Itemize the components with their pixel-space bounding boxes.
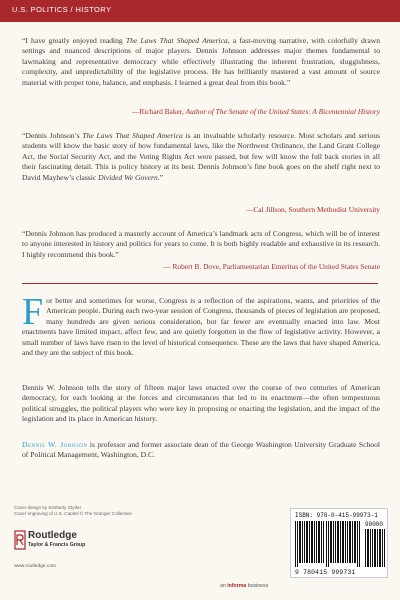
quote-2-text-middle: is an invaluable scholarly resource. Most scholars and serious students will know the basic story of how fundamental laws, like the Northwest Ordinance, the Land Grant College Act, the Social Security Act, and the Voting Rights Act were passed, but few will know the full back stories in all their fascinating detail. This is policy history at its best. Dennis Johnson’s fine book goes on the shelf right next to David Mayhew’s classic: [22, 131, 381, 182]
barcode-digits: 9 780415 999731: [295, 569, 356, 576]
drop-cap-letter: F: [22, 291, 44, 333]
credit-engraving: Cover engraving of U.S. Capitol © The Granger Collection: [14, 511, 132, 516]
quote-2-text-end: .”: [157, 172, 164, 182]
publisher-name: Routledge: [28, 530, 77, 541]
author-bio: [22, 440, 380, 461]
author-name: Dennis W. Johnson: [22, 440, 88, 449]
quote-2-text-start: “Dennis Johnson’s: [22, 131, 83, 140]
isbn-barcode-block: [290, 508, 388, 578]
cover-credits: [14, 505, 132, 517]
isbn-label: ISBN: 978-0-415-99973-1: [295, 512, 378, 519]
quote-1-text-start: “I have greatly enjoyed reading: [22, 36, 126, 45]
section-divider: [22, 283, 378, 284]
review-quote-2: [22, 131, 380, 183]
category-bar: [0, 0, 400, 22]
quote-3-text: “Dennis Johnson has produced a masterly account of America’s landmark acts of Congress, which will be of interest to anyone interested in history and politics for years to come. It is both highly readable and exhaustive in its research. I highly recommend this book.”: [22, 229, 380, 259]
attribution-2-name: —Cal Jillson, Southern Methodist University: [245, 205, 380, 214]
category-label: U.S. POLITICS / HISTORY: [12, 5, 112, 14]
author-bio-text: is professor and former associate dean of the George Washington University Graduate School of Political Management, Washington, D.C.: [22, 440, 380, 460]
attribution-3-name: — Robert B. Dove, Parliamentarian Emeritus of the United States Senate: [163, 262, 380, 271]
publisher-group: Taylor & Francis Group: [28, 542, 86, 548]
informa-post: business: [246, 583, 269, 589]
credit-design: Cover design by Kimberly Glyder: [14, 505, 82, 510]
review-quote-3: [22, 229, 380, 260]
description-paragraph-2: [22, 383, 380, 425]
attribution-1-title: Author of The Senate of the United States: A Bicentennial History: [185, 107, 380, 116]
attribution-1-name: —Richard Baker,: [131, 107, 186, 116]
description-text-2: Dennis W. Johnson tells the story of fifteen major laws enacted over the course of two centuries of American democracy, for each looking at the forces and circumstances that led to its enactment—the often tempestuous political struggles, the political players who were key in proposing or enacting the legislation, and the impact of the legislation and its place in American history.: [22, 383, 380, 424]
review-attribution-2: [22, 205, 380, 215]
description-text-1: or better and sometimes for worse, Congress is a reflection of the aspirations, wants, and priorities of the American people. During each two-year session of Congress, thousands of pieces of legislation are proposed, many hundreds are given serious consideration, but far fewer are eventually enacted into law. Most enactments have limited impact, affect few, and are quietly forgotten in the flow of legislative activity. However, a small number of laws have risen to the level of historical consequence. These are the laws that have shaped America, and they are the subject of this book.: [22, 296, 380, 358]
publisher-url: www.routledge.com: [14, 564, 56, 569]
informa-tagline: [220, 583, 268, 589]
barcode-icon: [295, 521, 361, 567]
review-attribution-1: [22, 107, 380, 117]
quote-2-cited-title: Divided We Govern: [98, 172, 158, 182]
review-attribution-3: [22, 262, 380, 272]
review-quote-1: [22, 36, 380, 88]
publisher-logo-icon: [14, 530, 26, 550]
quote-1-text-end: , a fast-moving narrative, with colorfully drawn settings and nuanced descriptions of major players. Dennis Johnson addresses major themes fundamental to lawmaking and representative democracy while effectively illustrating the inherent frustration, sluggishness, complexity, and unpredictability of the legislative process. He has brilliantly mastered a vast amount of source material with proper tone, balance, and emphasis. I learned a great deal from this book.”: [22, 36, 380, 87]
description-paragraph-1: [22, 291, 380, 358]
quote-1-book-title: The Laws That Shaped America: [125, 36, 228, 45]
informa-pre: an: [220, 583, 228, 589]
price-barcode-icon: [365, 529, 385, 567]
publisher-logo: [14, 528, 134, 572]
price-code: 90000: [365, 521, 384, 528]
informa-brand: informa: [227, 583, 247, 589]
quote-2-book-title: The Laws That Shaped America: [82, 131, 183, 140]
